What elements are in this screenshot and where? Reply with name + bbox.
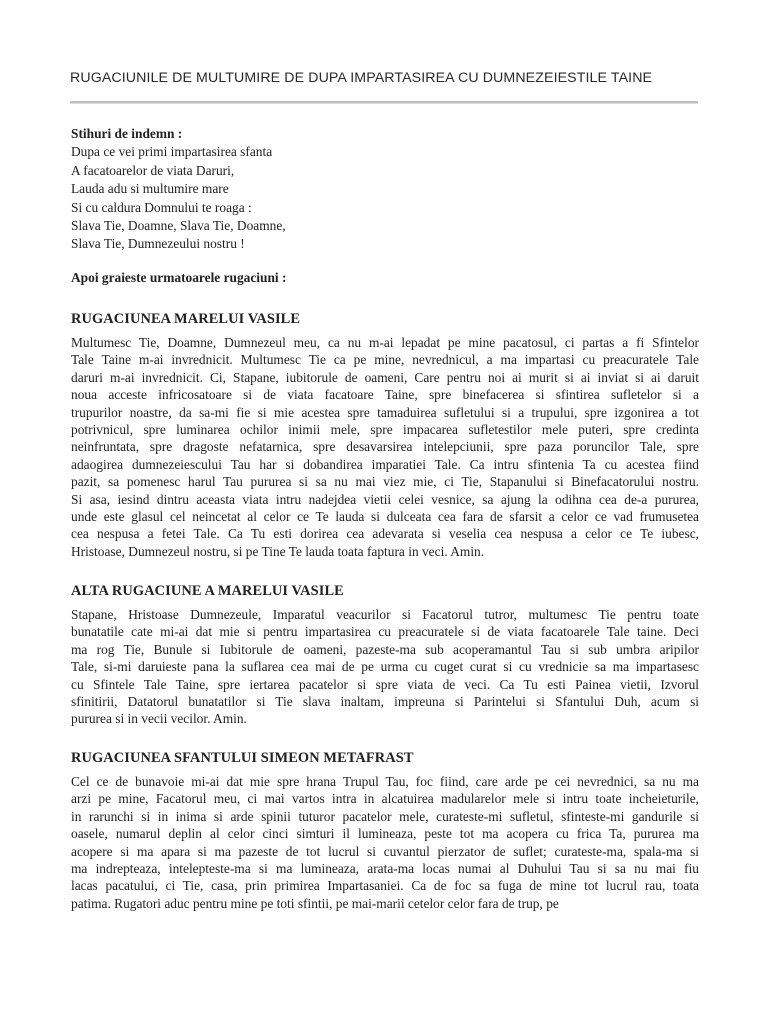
section-paragraph [71, 334, 699, 560]
paragraph-line: noua acceste infricosatoare si de viata facatoare Taine, spre binefacerea si sfintirea sufletelor si a [71, 387, 699, 403]
paragraph-line: pururea si in vecii vecilor. Amin. [71, 711, 247, 727]
section-paragraph [71, 606, 699, 728]
paragraph-line: ma rog Tie, Bunule si Iubitorule de oameni, pazeste-ma sub acoperamantul Tau si sub umbra aripilor [71, 641, 699, 657]
paragraph-line: acopere si ma apara si ma pazeste de tot lucrul si cuvantul pierzator de suflet; curateste-ma, spala-ma si [71, 843, 699, 859]
paragraph-line: Cel ce de bunavoie mi-ai dat mie spre hrana Trupul Tau, foc fiind, care arde pe cei nevrednici, sa nu ma [71, 774, 699, 789]
section-heading: RUGACIUNEA SFANTULUI SIMEON METAFRAST [71, 750, 414, 766]
paragraph-line: Hristoase, Dumnezeul nostru, si pe Tine Te lauda toata faptura in veci. Amin. [71, 543, 485, 559]
paragraph-line: Tale Taine m-ai invrednicit. Multumesc Tie ca pe mine, nevrednicul, a ma impartasi cu preacuratele Tale [71, 352, 699, 368]
intro-heading: Stihuri de indemn : [71, 126, 183, 141]
paragraph-line: unde este glasul cel neincetat al celor ce Te lauda si dulceata cea fara de sfarsit a celor ce vad frumusetea [71, 508, 699, 524]
paragraph-line: neinfruntata, spre dragoste nefatarnica, spre desavarsirea intelepciunii, spre paza poruncilor Tale, spre [71, 439, 699, 455]
paragraph-line: Tale, si-mi daruieste pana la suflarea cea mai de pe urma cu cuget curat si cu vrednicie sa ma impartasesc [71, 659, 699, 675]
paragraph-line: Si asa, iesind dintru aceasta viata intru nadejdea vietii celei vesnice, sa ajung la odihna cea de-a pururea, [71, 491, 699, 507]
section-heading: ALTA RUGACIUNE A MARELUI VASILE [71, 583, 344, 599]
instruction-text: Apoi graieste urmatoarele rugaciuni : [71, 270, 287, 285]
paragraph-line: Multumesc Tie, Doamne, Dumnezeul meu, ca nu m-ai lepadat pe mine pacatosul, ci partas a fi Sfintelor [71, 335, 699, 350]
paragraph-line: patima. Rugatori aduc pentru mine pe toti sfintii, pe mai-marii cetelor celor fara de trup, pe [71, 895, 559, 911]
paragraph-line: daruri m-ai invrednicit. Ci, Stapane, iubitorule de oameni, Care pentru noi ai murit si ai inviat si ai daruit [71, 369, 699, 385]
intro-line: Si cu caldura Domnului te roaga : [71, 199, 252, 215]
title-divider [70, 101, 698, 104]
paragraph-line: cu Sfintele Tale Taine, spre iertarea pacatelor si spre viata de veci. Ca Tu esti Painea vietii, Izvorul [71, 676, 699, 692]
section-paragraph [71, 773, 699, 912]
intro-line: Lauda adu si multumire mare [71, 181, 229, 197]
paragraph-line: cea nespusa a fetei Tale. Ca Tu esti dorirea cea adevarata si veselia cea nespusa a celor ce Te iubesc, [71, 526, 699, 542]
document-title: RUGACIUNILE DE MULTUMIRE DE DUPA IMPARTASIREA CU DUMNEZEIESTILE TAINE [70, 70, 653, 86]
intro-block [71, 125, 699, 254]
paragraph-line: pazit, sa pomenesc harul Tau pururea si sa nu mai viez mie, ci Tie, Stapanului si Binefacatorului nostru. [71, 474, 699, 490]
paragraph-line: trupurilor noastre, da sa-mi fie si mie acestea spre tamaduirea sufletului si a trupului, spre izgonirea a tot [71, 404, 699, 420]
section-heading: RUGACIUNEA MARELUI VASILE [71, 311, 301, 327]
paragraph-line: oasele, numarul deplin al celor cinci simturi il lumineaza, peste tot ma acopera cu frica Ta, pururea ma [71, 826, 699, 842]
paragraph-line: in rarunchi si in inima si arde spinii tuturor pacatelor mele, curateste-mi sufletul, sfinteste-mi gandurile si [71, 808, 699, 824]
paragraph-line: arzi pe mine, Facatorul meu, ci mai vartos intra in alcatuirea madularelor mele si intru toate incheieturile, [71, 791, 699, 807]
paragraph-line: adaogirea dumnezeiescului Tau har si dobandirea imparatiei Tale. Ca intru sfintenia Ta cu acestea fiind [71, 456, 699, 472]
paragraph-line: potrivnicul, spre luminarea ochilor inimii mele, spre impacarea sufletestilor mele puteri, spre credinta [71, 421, 699, 437]
paragraph-line: Stapane, Hristoase Dumnezeule, Imparatul veacurilor si Facatorul tutror, multumesc Tie pentru toate [71, 607, 699, 622]
intro-line: Slava Tie, Doamne, Slava Tie, Doamne, [71, 218, 286, 234]
paragraph-line: bunatatile cate mi-ai dat mie si pentru impartasirea cu preacuratele si de viata facatoarele Tale taine. Deci [71, 624, 699, 640]
intro-line: Dupa ce vei primi impartasirea sfanta [71, 144, 273, 160]
intro-line: Slava Tie, Dumnezeului nostru ! [71, 236, 245, 252]
paragraph-line: lacas pacatului, ci Tie, casa, prin primirea Impartasaniei. Ca de foc sa fuga de mine tot lucrul rau, toata [71, 878, 699, 894]
intro-line: A facatoarelor de viata Daruri, [71, 162, 235, 178]
paragraph-line: ma indrepteaza, intelepteste-ma si ma lumineaza, arata-ma locas numai al Duhului Tau si sa nu mai fiu [71, 860, 699, 876]
paragraph-line: sfinitirii, Datatorul bunatatilor si Tie slava inaltam, impreuna si Parintelui si Sfantului Duh, acum si [71, 693, 699, 709]
